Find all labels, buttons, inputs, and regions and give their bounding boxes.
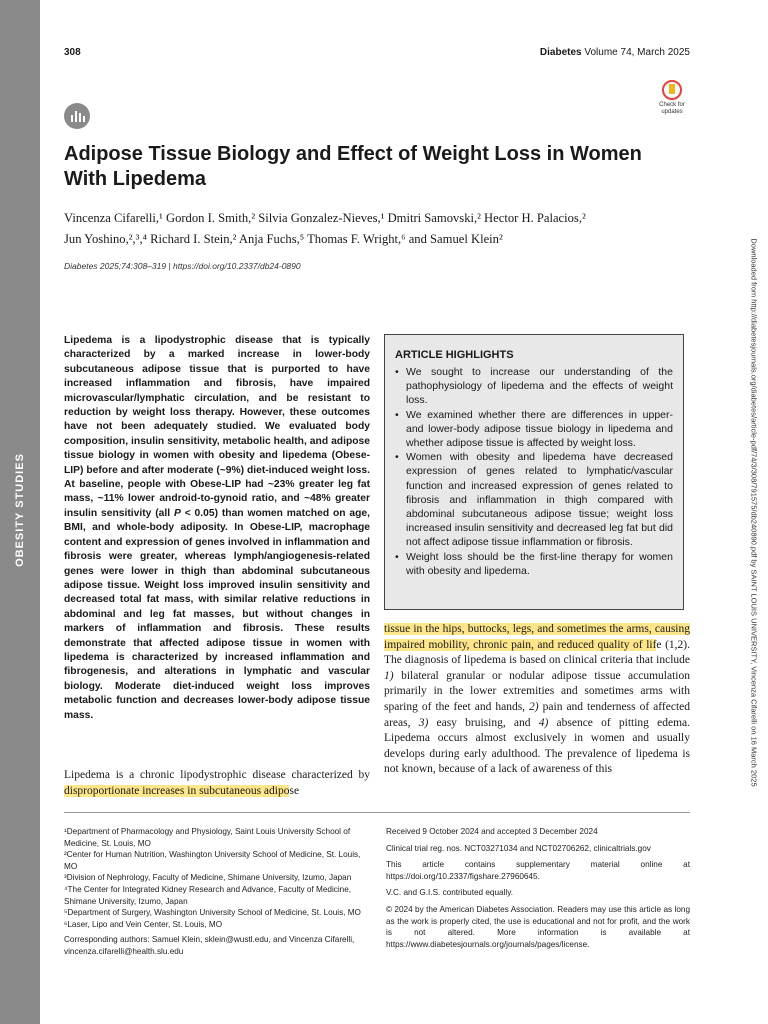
page-number: 308	[64, 47, 81, 58]
corresponding-authors: Corresponding authors: Samuel Klein, sklein@wustl.edu, and Vincenza Cifarelli, vincenza.cifarelli@health.slu.edu	[64, 935, 355, 956]
journal-header	[540, 47, 690, 58]
journal-logo-icon	[64, 103, 90, 129]
authors-line: Jun Yoshino,²,³,⁴ Richard I. Stein,² Anja Fuchs,⁵ Thomas F. Wright,⁶ and Samuel Klein²	[64, 232, 503, 246]
affiliation-item: ⁴The Center for Integrated Kidney Research and Advance, Faculty of Medicine, Shimane University, Izumo, Japan	[64, 884, 352, 906]
check-updates-icon	[662, 80, 682, 100]
supplementary-note: This article contains supplementary material online at https://doi.org/10.2337/figshare.27960645.	[386, 860, 690, 881]
highlights-list	[395, 365, 673, 578]
abstract: Lipedema is a lipodystrophic disease that is typically characterized by a marked increase in lower-body subcutaneous adipose tissue that is purported to have increased inflammation and fibrosis, have impaired microvascular/lymphatic circulation, and be resistant to reduction by weight loss therapy. However, these outcomes have not been adequately studied. We evaluated body composition, insulin sensitivity, metabolic health, and adipose tissue biology in women with obesity and lipedema (Obese-LIP) before and after moderate (~9%) diet-induced weight loss. At baseline, people with Obese-LIP had ~23% greater leg fat mass, ~11% lower android-to-gynoid ratio, and ~48% greater insulin sensitivity (all P < 0.05) than women matched on age, BMI, and whole-body adiposity. In Obese-LIP, macrophage content and expression of genes involved in inflammation and fibrosis were greater, whereas lymph/angiogenesis-related genes were lower in thigh than abdominal subcutaneous adipose tissue. Weight loss improved insulin sensitivity and decreased total fat mass, with similar relative reductions in abdominal and leg fat masses, but without changes in markers of inflammation and fibrosis. These results demonstrate that affected adipose tissue in women with lipedema is characterized by increased inflammation and fibrogenesis, and alterations in lymphatic and vascular biology. Moderate diet-induced weight loss improves metabolic function and decreases lower-body adipose tissue mass.	[64, 335, 370, 721]
authors-line: Vincenza Cifarelli,¹ Gordon I. Smith,² Silvia Gonzalez-Nieves,¹ Dmitri Samovski,² Hector H. Palacios,²	[64, 211, 586, 225]
highlight-item: • Women with obesity and lipedema have decreased expression of genes related to lymphatic/vascular function and increased expression of genes related to fibrosis and inflammation in thigh compared with abdominal subcutaneous adipose tissue; weight loss increased insulin sensitivity and decreased leg fat but did not affect adipose tissue inflammation or fibrosis.	[395, 450, 673, 549]
journal-issue: Volume 74, March 2025	[581, 47, 690, 58]
article-footnotes	[386, 826, 690, 955]
body-paragraph: tissue in the hips, buttocks, legs, and sometimes the arms, causing impaired mobility, chronic pain, and reduced quality of life (1,2). The diagnosis of lipedema is based on clinical criteria that include 1) bilateral granular or nodular adipose tissue accumulation primarily in the lower extremities and sometimes arms with sparing of the feet and hands, 2) pain and tenderness of affected areas, 3) easy bruising, and 4) absence of pitting edema. Lipedema occurs almost exclusively in women and usually develops during early adulthood. The prevalence of lipedema is not known, because of a lack of awareness of this	[384, 623, 691, 776]
badge-label-line2: updates	[661, 109, 683, 115]
article-highlights-box	[384, 334, 684, 610]
affiliation-item: ⁶Laser, Lipo and Vein Center, St. Louis, MO	[64, 919, 223, 929]
section-label: OBESITY STUDIES	[14, 453, 27, 567]
intro-paragraph: Lipedema is a chronic lipodystrophic disease characterized by disproportionate increases in subcutaneous adipose	[64, 769, 370, 797]
highlight-item: • Weight loss should be the first-line therapy for women with obesity and lipedema.	[395, 550, 673, 578]
download-watermark: Downloaded from http://diabetesjournals.org/diabetes/article-pdf/74/3/308/791575/db240890.pdf by SAINT LOUIS UNIVERSITY, Vincenza Cifarelli on 16 March 2025	[749, 238, 759, 787]
badge-label-line1: Check for	[659, 102, 685, 108]
highlighted-text[interactable]: tissue in the hips, buttocks, legs, and sometimes the arms, causing impaired mobility, chronic pain, and reduced quality of lif	[384, 623, 690, 651]
highlight-item: • We sought to increase our understanding of the pathophysiology of lipedema and the effects of weight loss.	[395, 365, 673, 408]
affiliations	[64, 826, 370, 958]
author-list	[64, 208, 684, 250]
footnote-divider	[64, 812, 690, 813]
check-for-updates-badge[interactable]	[648, 80, 696, 124]
highlights-title: ARTICLE HIGHLIGHTS	[395, 349, 514, 361]
copyright-notice: © 2024 by the American Diabetes Association. Readers may use this article as long as the work is properly cited, the use is educational and not for profit, and the work is not altered. More information is available at https://www.diabetesjournals.org/journals/pages/license.	[386, 904, 690, 949]
equal-contribution: V.C. and G.I.S. contributed equally.	[386, 888, 513, 898]
highlighted-text[interactable]: disproportionate increases in subcutaneous adipo	[64, 784, 290, 797]
highlight-item: • We examined whether there are differences in upper- and lower-body adipose tissue biology in lipedema and whether adipose tissue is affected by weight loss.	[395, 408, 673, 451]
affiliation-item: ⁵Department of Surgery, Washington University School of Medicine, St. Louis, MO	[64, 908, 361, 918]
affiliation-item: ²Center for Human Nutrition, Washington University School of Medicine, St. Louis, MO	[64, 850, 361, 871]
journal-name: Diabetes	[539, 47, 582, 58]
article-title: Adipose Tissue Biology and Effect of Weight Loss in Women With Lipedema	[64, 143, 642, 190]
received-date: Received 9 October 2024 and accepted 3 December 2024	[386, 827, 598, 836]
affiliation-item: ¹Department of Pharmacology and Physiology, Saint Louis University School of Medicine, St. Louis, MO	[64, 827, 351, 848]
affiliation-item: ³Division of Nephrology, Faculty of Medicine, Shimane University, Izumo, Japan	[64, 873, 352, 883]
trial-registration: Clinical trial reg. nos. NCT03271034 and NCT02706262, clinicaltrials.gov	[386, 843, 651, 853]
citation: Diabetes 2025;74:308–319 | https://doi.org/10.2337/db24-0890	[64, 261, 301, 271]
